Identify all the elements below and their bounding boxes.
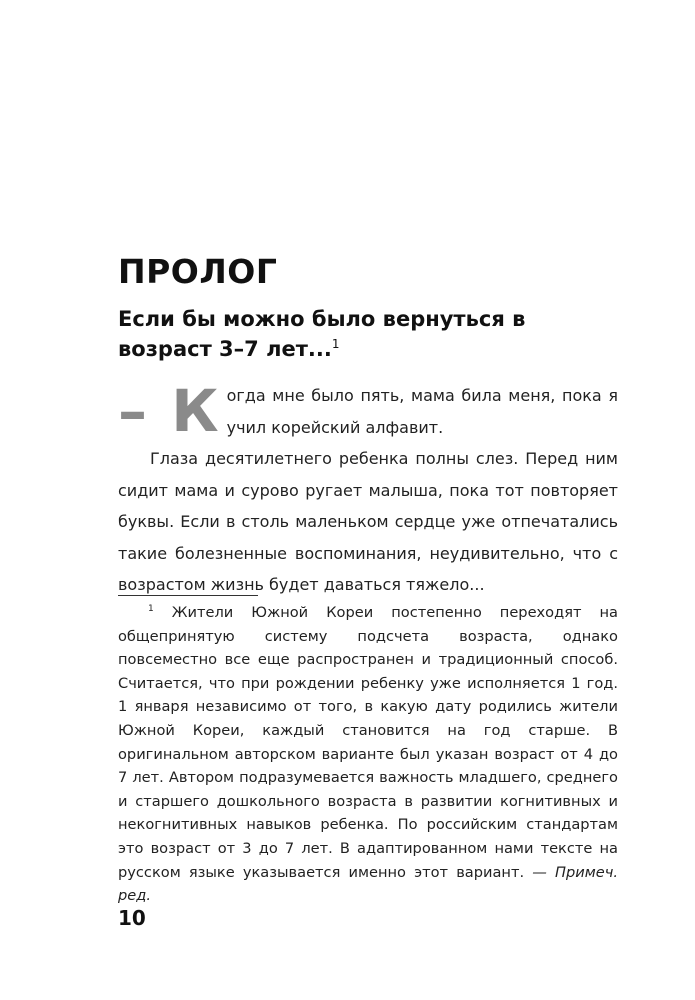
page-number: 10 (118, 906, 146, 930)
subtitle-text: Если бы можно было вернуться в возраст 3–7 лет... (118, 307, 526, 361)
footnote-text: Жители Южной Кореи постепенно переходят на общепринятую систему подсчета возраста, однако повсеместно все еще распространен и традиционный способ. Считается, что при рождении ребенку уже исполняется 1 год. 1 января независимо от того, в какую дату родились жители Южной Кореи, каждый становится на год старше. В оригинальном авторском варианте был указан возраст от 4 до 7 лет. Автором подразумевается важность младшего, среднего и старшего дошкольного возраста в развитии когнитивных и некогнитивных навыков ребенка. По российским стандартам это возраст от 3 до 7 лет. В адаптированном нами тексте на русском языке указывается именно этот вариант. (118, 604, 618, 881)
body-text (118, 377, 618, 601)
body-paragraph: Глаза десятилетнего ребенка полны слез. Перед ним сидит мама и сурово ругает малыша, пока тот повторяет буквы. Если в столь маленьком сердце уже отпечатались такие болезненные воспоминания, неудивительно, что с возрастом жизнь будет даваться тяжело... (118, 449, 618, 594)
chapter-title: ПРОЛОГ (118, 252, 278, 291)
chapter-subtitle (118, 304, 598, 364)
footnote-divider (118, 595, 258, 596)
opening-paragraph (118, 377, 618, 445)
drop-cap: – К (118, 377, 221, 445)
footnote-marker: 1 (331, 337, 340, 351)
footnote (118, 601, 618, 908)
editor-note: — Примеч. ред. (118, 863, 618, 905)
footnote-number: 1 (148, 604, 154, 615)
opening-paragraph-text: огда мне было пять, мама била меня, пока я учил корейский алфавит. (226, 386, 618, 437)
